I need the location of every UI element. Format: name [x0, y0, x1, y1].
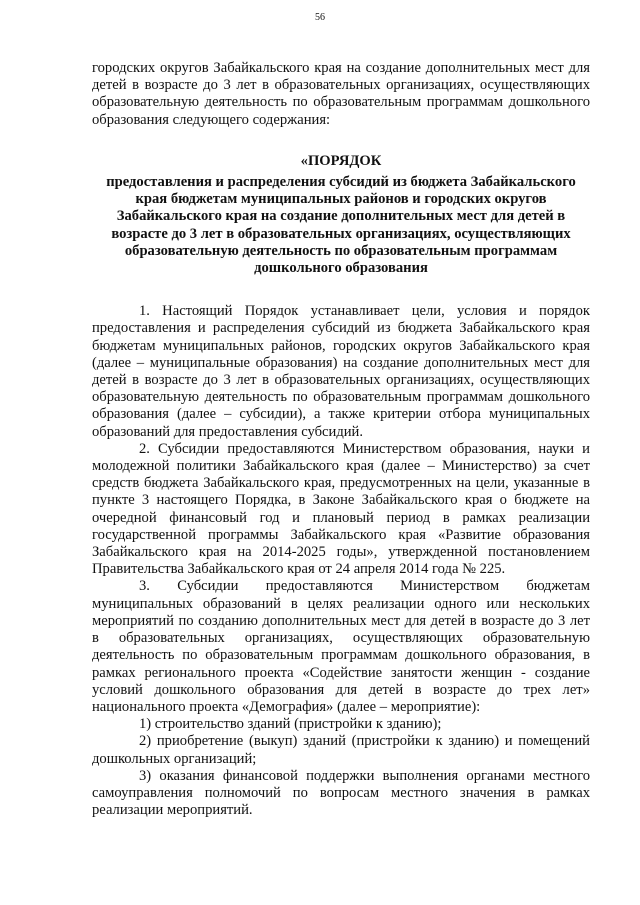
page-number: 56	[315, 12, 325, 23]
document-body	[92, 60, 590, 819]
document-title	[92, 153, 590, 277]
list-item: 1) строительство зданий (пристройки к зданию);	[139, 716, 442, 733]
paragraph-2: 2. Субсидии предоставляются Министерством образования, науки и молодежной политики Забайкальского края (далее – Министерство) за счет средств бюджета Забайкальского края, предусмотренных на цели, указанные в пункте 3 настоящего Порядка, в Законе Забайкальского края о бюджете на очередной финансовый год и плановый период в рамках реализации государственной программы Забайкальского края «Развитие образования Забайкальского края на 2014-2025 годы», утвержденной постановлением Правительства Забайкальского края от 24 апреля 2014 года № 225.	[92, 440, 590, 578]
paragraph-3: 3. Субсидии предоставляются Министерством бюджетам муниципальных образований в целях реализации одного или нескольких мероприятий по созданию дополнительных мест для детей в возрасте до 3 лет в образовательных организациях, осуществляющих образовательную деятельность по образовательным программам дошкольного образования, в рамках регионального проекта «Содействие занятости женщин - создание условий дошкольного образования для детей в возрасте до трех лет» национального проекта «Демография» (далее – мероприятие):	[92, 578, 590, 715]
paragraph-1: 1. Настоящий Порядок устанавливает цели, условия и порядок предоставления и распределения субсидий из бюджета Забайкальского края бюджетам муниципальных районов, городских округов Забайкальского края (далее – муниципальные образования) на создание дополнительных мест для детей в возрасте до 3 лет в образовательных организациях, осуществляющих образовательную деятельность по образовательным программам дошкольного образования (далее – субсидии), а также критерии отбора муниципальных образований для предоставления субсидий.	[92, 303, 590, 440]
title-subtitle: предоставления и распределения субсидий из бюджета Забайкальского края бюджетам муниципальных районов и городских округов Забайкальского края на создание дополнительных мест для детей в возрасте до 3 лет в образовательных организациях, осуществляющих образовательную деятельность по образовательным программам дошкольного образования	[106, 174, 576, 277]
intro-paragraph: городских округов Забайкальского края на создание дополнительных мест для детей в возрасте до 3 лет в образовательных организациях, осуществляющих образовательную деятельность по образовательным программам дошкольного образования следующего содержания:	[92, 60, 590, 128]
list-item: 3) оказания финансовой поддержки выполнения органами местного самоуправления полномочий по вопросам местного значения в рамках реализации мероприятий.	[92, 767, 590, 819]
title-heading: «ПОРЯДОК	[300, 152, 382, 169]
list-item: 2) приобретение (выкуп) зданий (пристройки к зданию) и помещений дошкольных организаций;	[92, 733, 590, 767]
